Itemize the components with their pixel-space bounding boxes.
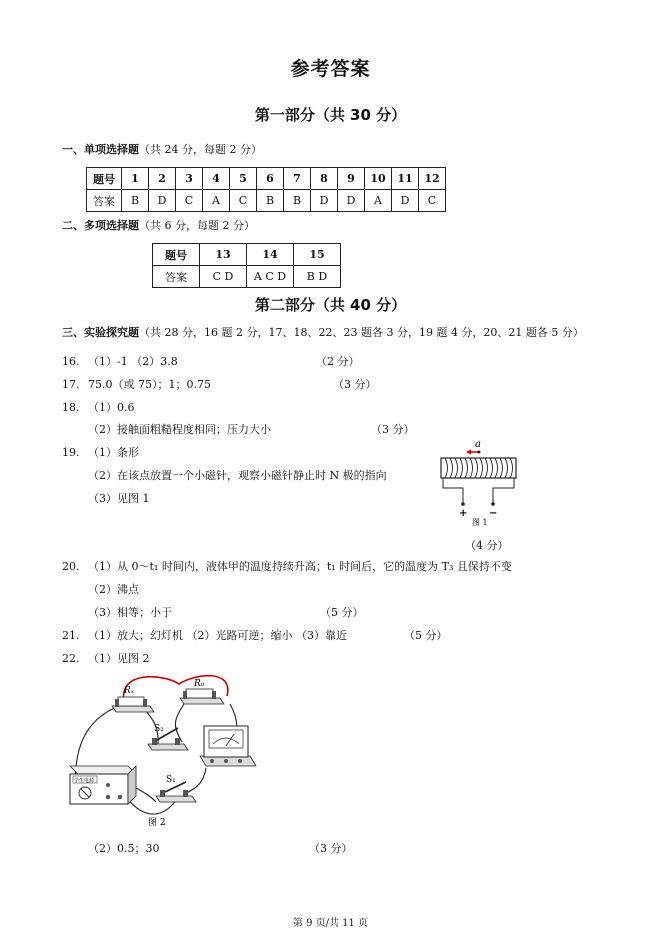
q16-answer: （1）-1 （2）3.8: [88, 355, 178, 368]
table2-header-2: 14: [247, 244, 294, 266]
table1-header-2: 2: [149, 168, 176, 190]
q17-score: （3 分）: [333, 378, 377, 391]
section2-note: （共 6 分，每题 2 分）: [139, 219, 255, 232]
table1-header-5: 5: [230, 168, 257, 190]
power-supply-label: 学生电源: [74, 778, 95, 784]
figure1-coil-diagram: [435, 436, 525, 532]
ammeter-terminal-1: [210, 759, 214, 763]
q20-part1: （1）从 0～t₁ 时间内，液体甲的温度持续升高；t₁ 时间后，它的温度为 T₃ 且保持不变: [88, 560, 512, 573]
table1-header-3: 3: [176, 168, 203, 190]
table2-answer-2: A C D: [247, 266, 294, 288]
table1-answer-6: B: [257, 190, 284, 212]
q16-row: [62, 353, 178, 369]
rx-terminal-left: [115, 699, 119, 707]
q22-part1: （1）见图 2: [88, 652, 150, 665]
part1-heading: 第一部分（共 30 分）: [254, 106, 407, 124]
q18-score: （3 分）: [371, 423, 415, 436]
q18-row: [62, 399, 135, 415]
table1-header-7: 7: [284, 168, 311, 190]
table2-header-3: 15: [294, 244, 341, 266]
rx-terminal-right: [143, 699, 147, 707]
answer-table-single: [86, 167, 446, 212]
r0-label: R₀: [194, 679, 205, 689]
table1-answer-10: A: [365, 190, 392, 212]
table2-header-1: 13: [200, 244, 247, 266]
answer-table-multi: [152, 243, 341, 288]
q18-part1: （1）0.6: [88, 401, 135, 414]
q16-number: 16.: [62, 355, 80, 368]
power-terminal-plus: [118, 795, 122, 799]
part2-heading: 第二部分（共 40 分）: [254, 296, 407, 314]
figure1-caption: 图 1: [472, 518, 488, 527]
wire-right: [493, 478, 514, 504]
q18-number: 18.: [62, 401, 80, 414]
table1-answer-9: D: [338, 190, 365, 212]
page-title: 参考答案: [290, 58, 371, 80]
q22-part2: （2）0.5；30: [88, 842, 160, 855]
q21-answer: （1）放大；幻灯机 （2）光路可逆；缩小 （3）靠近: [88, 629, 347, 642]
q21-row: [62, 627, 347, 643]
wire-left: [443, 478, 463, 504]
page-footer: 第 9 页/共 11 页: [292, 918, 369, 929]
table1-answer-7: B: [284, 190, 311, 212]
terminal-plus: [461, 502, 465, 506]
q20-score: （5 分）: [320, 606, 364, 619]
q19-part1: （1）条形: [88, 446, 139, 459]
table1-answer-3: C: [176, 190, 203, 212]
minus-sign: −: [489, 508, 498, 519]
q17-row: [62, 376, 211, 392]
q20-row: [62, 558, 512, 574]
arrow-left-icon: [466, 450, 471, 455]
point-a-dot: [478, 451, 481, 454]
terminal-minus: [491, 502, 495, 506]
q20-number: 20.: [62, 560, 80, 573]
table1-answer-4: A: [203, 190, 230, 212]
table1-answer-header: 答案: [87, 190, 122, 212]
ammeter-terminal-2: [224, 759, 228, 763]
table1-header-1: 1: [122, 168, 149, 190]
table1-header-10: 10: [365, 168, 392, 190]
q17-answer: 75.0（或 75）；1；0.75: [88, 378, 211, 391]
r0-terminal-left: [183, 691, 187, 699]
table2-answer-3: B D: [294, 266, 341, 288]
table2-row-header: 题号: [153, 244, 200, 266]
ammeter-terminal-3: [238, 759, 242, 763]
table1-header-11: 11: [392, 168, 419, 190]
section1-note: （共 24 分，每题 2 分）: [139, 143, 262, 156]
plus-sign: +: [459, 508, 468, 519]
table1-answer-5: C: [230, 190, 257, 212]
q16-score: （2 分）: [316, 355, 360, 368]
table1-answer-8: D: [311, 190, 338, 212]
table1-answer-11: D: [392, 190, 419, 212]
q19-score: （4 分）: [465, 539, 509, 552]
q19-number: 19.: [62, 446, 80, 459]
power-supply-top: [70, 766, 136, 774]
table1-answer-1: B: [122, 190, 149, 212]
power-indicator-icon: [106, 783, 110, 787]
table1-header-12: 12: [419, 168, 446, 190]
q20-part2: （2）沸点: [88, 583, 139, 596]
rx-resistor-icon: [118, 697, 144, 706]
table1-answer-12: C: [419, 190, 446, 212]
wire-source-to-s1: [136, 788, 156, 802]
table1-row-header: 题号: [87, 168, 122, 190]
r0-resistor-icon: [186, 689, 213, 698]
section3-label: 三、实验探究题: [62, 326, 139, 339]
q22-row: [62, 650, 150, 666]
figure2-circuit-diagram: [64, 670, 264, 832]
table1-header-9: 9: [338, 168, 365, 190]
figure2-caption: 图 2: [148, 818, 166, 828]
rx-label: Rₓ: [124, 686, 134, 696]
s2-post-left: [152, 738, 157, 745]
s1-post-right: [183, 790, 188, 797]
q22-score: （3 分）: [309, 842, 353, 855]
s2-label: S₂: [154, 724, 164, 734]
s2-post-right: [175, 738, 180, 745]
section2-label: 二、多项选择题: [62, 219, 139, 232]
q20-part3: （3）相等；小于: [88, 606, 172, 619]
q17-number: 17.: [62, 378, 80, 391]
table1-header-4: 4: [203, 168, 230, 190]
s1-label: S₁: [166, 775, 176, 785]
section3-note: （共 28 分，16 题 2 分，17、18、22、23 题各 3 分，19 题 4 分，20、21 题各 5 分）: [139, 326, 584, 339]
section3-heading: [62, 324, 584, 340]
section1-label: 一、单项选择题: [62, 143, 139, 156]
q18-part2: （2）接触面粗糙程度相同；压力大小: [88, 423, 271, 436]
power-terminal-minus: [106, 795, 110, 799]
table2-answer-header: 答案: [153, 266, 200, 288]
table1-header-8: 8: [311, 168, 338, 190]
section1-heading: [62, 141, 262, 157]
wire-r0-to-s2: [175, 704, 184, 742]
table2-answer-1: C D: [200, 266, 247, 288]
r0-terminal-right: [212, 691, 216, 699]
table1-answer-2: D: [149, 190, 176, 212]
q21-number: 21.: [62, 629, 80, 642]
section2-heading: [62, 217, 255, 233]
figure1-point-label: a: [475, 439, 481, 450]
s1-post-left: [160, 790, 165, 797]
q19-row: [62, 444, 139, 460]
q22-number: 22.: [62, 652, 80, 665]
q21-score: （5 分）: [404, 629, 448, 642]
q19-part3: （3）见图 1: [88, 492, 150, 505]
table1-header-6: 6: [257, 168, 284, 190]
q19-part2: （2）在该点放置一个小磁针，观察小磁针静止时 N 极的指向: [88, 469, 387, 482]
